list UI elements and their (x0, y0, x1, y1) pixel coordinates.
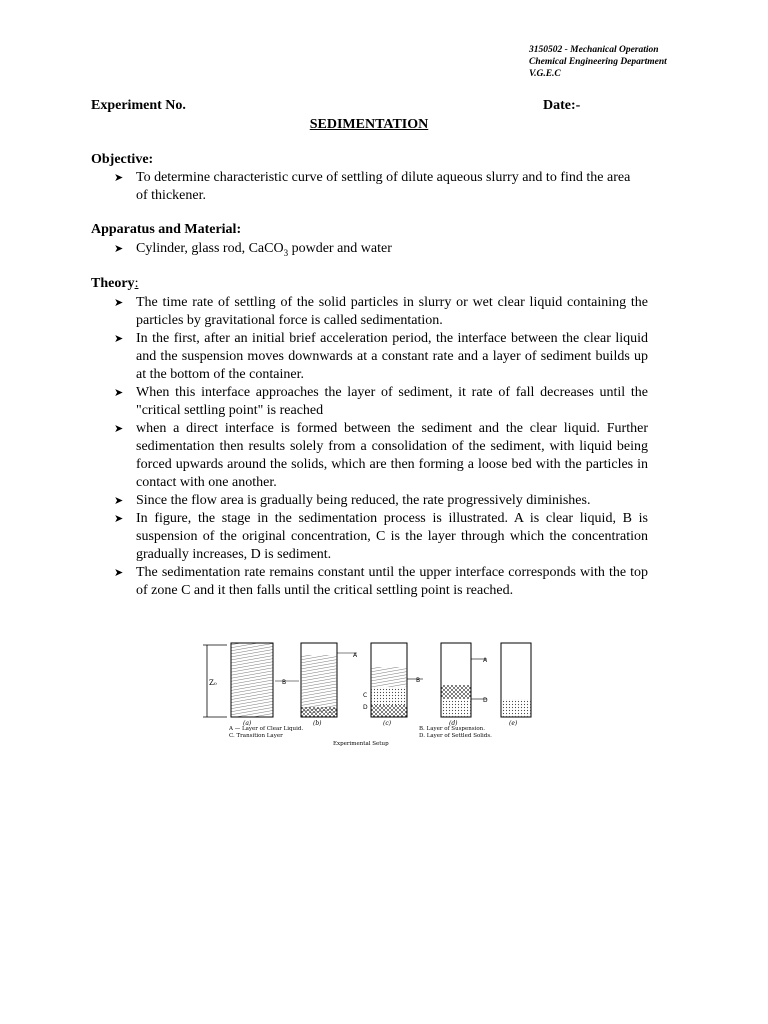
page-title (0, 117, 768, 133)
date-label: Date:- (543, 98, 581, 113)
zone-label-b1: B (282, 679, 287, 686)
arrow-bullet-icon: ➤ (114, 296, 124, 309)
objective-text: To determine characteristic curve of settling of dilute aqueous slurry and to find the area of thickener. (136, 170, 631, 203)
zone-label-a2: A (483, 657, 488, 664)
legend-c: C. Transition Layer (229, 733, 283, 739)
list-item (114, 384, 648, 420)
theory-text-6: In figure, the stage in the sedimentation process is illustrated. A is clear liquid, B is suspension of the original concentration, C is the layer through which the concentration gradually increases, D is sediment. (136, 511, 648, 562)
arrow-bullet-icon: ➤ (114, 422, 124, 435)
arrow-bullet-icon: ➤ (114, 566, 124, 579)
list-item (114, 420, 648, 492)
zone-label-a1: A (353, 652, 358, 659)
panel-label-c: (c) (383, 720, 392, 727)
apparatus-heading: Apparatus and Material: (91, 222, 242, 237)
zone-label-d2: D (483, 697, 488, 704)
department-line: Chemical Engineering Department (529, 57, 667, 67)
apparatus-text-end: powder and water (288, 241, 392, 256)
list-item (114, 240, 648, 258)
cylinder-e (501, 643, 531, 717)
theory-list (114, 294, 648, 600)
theory-text-3: When this interface approaches the layer of sediment, it rate of fall decreases until the "critical settling point" is reached (136, 385, 648, 418)
cylinder-c (371, 643, 407, 717)
arrow-bullet-icon: ➤ (114, 386, 124, 399)
figure-caption: Experimental Setup (333, 741, 389, 747)
zone-label-c: C (363, 692, 368, 699)
arrow-bullet-icon: ➤ (114, 512, 124, 525)
title-text: SEDIMENTATION (309, 117, 429, 132)
arrow-bullet-icon: ➤ (114, 494, 124, 507)
apparatus-list (114, 240, 648, 258)
theory-heading-colon: : (134, 276, 139, 291)
list-item (114, 564, 648, 600)
arrow-bullet-icon: ➤ (114, 171, 124, 184)
height-dimension (203, 645, 227, 717)
zone-label-b2: B (416, 677, 421, 684)
theory-heading (91, 276, 138, 292)
legend-a: A — Layer of Clear Liquid. (229, 726, 304, 732)
college-line: V.G.E.C (529, 69, 561, 79)
legend-d: D. Layer of Settled Solids. (419, 733, 492, 739)
panel-label-d: (d) (449, 720, 458, 727)
experiment-number-label: Experiment No. (91, 98, 186, 113)
panel-label-b: (b) (313, 720, 322, 727)
list-item (114, 294, 648, 330)
apparatus-text-start: Cylinder, glass rod, CaCO (136, 241, 284, 256)
list-item (114, 510, 648, 564)
course-code-line: 3150502 - Mechanical Operation (529, 45, 659, 55)
height-label: Z₀ (209, 679, 217, 687)
zone-label-d1: D (363, 704, 368, 711)
panel-label-e: (e) (509, 720, 518, 727)
cylinder-b (301, 643, 337, 717)
theory-text-5: Since the flow area is gradually being reduced, the rate progressively diminishes. (136, 493, 591, 508)
theory-text-2: In the first, after an initial brief acceleration period, the interface between the clear liquid and the suspension moves downwards at a constant rate and a layer of sediment builds up at the bottom of the container. (136, 331, 648, 382)
legend-b: B. Layer of Suspension. (419, 726, 485, 732)
course-header (529, 44, 759, 80)
list-item (114, 330, 648, 384)
arrow-bullet-icon: ➤ (114, 242, 124, 255)
list-item (114, 492, 648, 510)
panel-label-a: (a) (243, 720, 252, 727)
theory-text-4: when a direct interface is formed between the sediment and the clear liquid. Further sedimentation then results solely from a consolidation of the sediment, with liquid being forced upwards around the solids, which are then forming a loose bed with the particles in contact with one another. (136, 421, 648, 490)
objective-list (114, 169, 648, 205)
theory-text-7: The sedimentation rate remains constant until the upper interface corresponds with the top of zone C and it then falls until the critical settling point is reached. (136, 565, 648, 598)
cylinder-a (231, 643, 273, 717)
theory-text-1: The time rate of settling of the solid particles in slurry or wet clear liquid containing the particles by gravitational force is called sedimentation. (136, 295, 648, 328)
sedimentation-stages-figure (187, 637, 547, 747)
objective-heading: Objective: (91, 152, 154, 167)
theory-heading-text: Theory (91, 276, 135, 291)
list-item (114, 169, 636, 205)
arrow-bullet-icon: ➤ (114, 332, 124, 345)
cylinder-d (441, 643, 471, 717)
apparatus-subscript: 3 (283, 247, 289, 258)
